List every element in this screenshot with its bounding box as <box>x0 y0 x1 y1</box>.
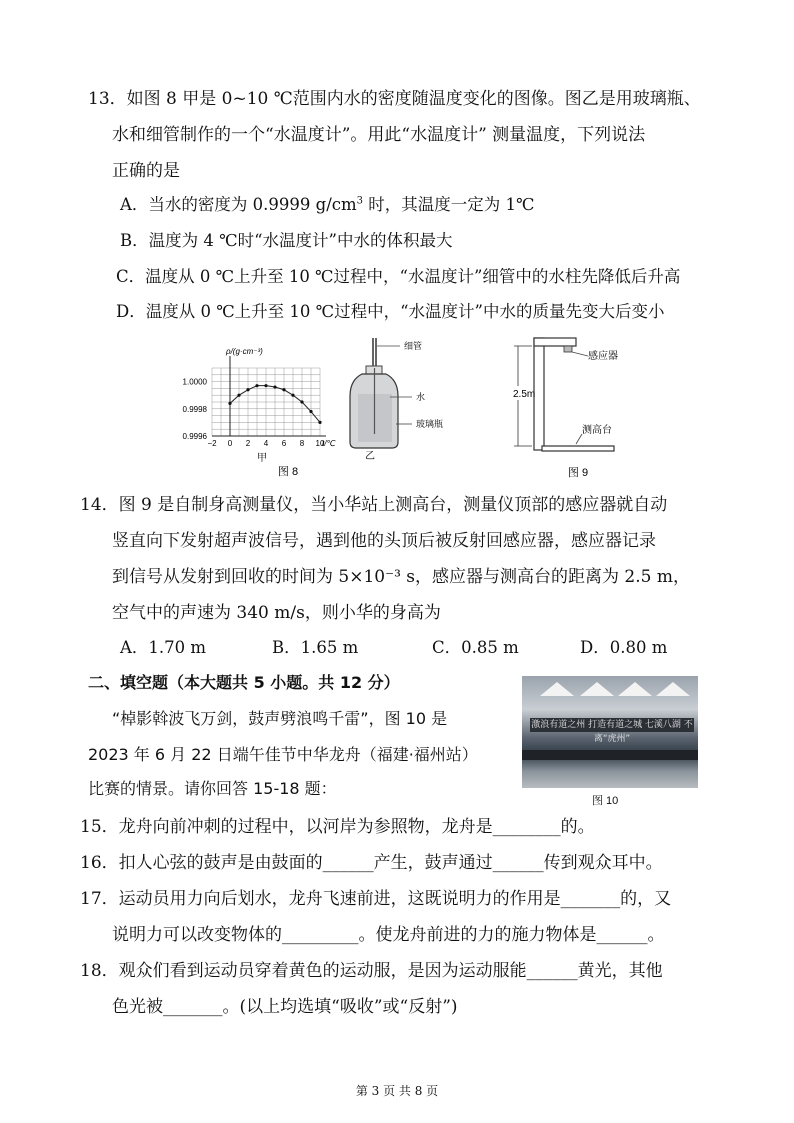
tent-shape <box>540 682 574 696</box>
q13-option-a-tail: 时，其温度一定为 1℃ <box>363 195 535 214</box>
density-chart <box>183 347 337 448</box>
x-tick-label: 8 <box>299 439 305 448</box>
data-point <box>291 394 294 397</box>
water-thermometer-bottle <box>350 338 398 448</box>
tent-shape <box>618 682 652 696</box>
data-point <box>237 394 240 397</box>
y-tick-label: 0.9996 <box>182 432 207 441</box>
section-2-title: 二、填空题（本大题共 5 小题。共 12 分） <box>88 673 400 692</box>
q16-text: 16．扣人心弦的鼓声是由鼓面的______产生，鼓声通过______传到观众耳中。 <box>80 853 663 873</box>
fig8-label-tube: 细管 <box>404 341 423 351</box>
tent-shape <box>656 682 690 696</box>
x-tick-label: 10 <box>315 439 325 448</box>
x-axis-label: t/℃ <box>322 439 336 448</box>
page-number: 第 3 页 共 8 页 <box>355 1084 439 1098</box>
q14-stem-line1: 14．图 9 是自制身高测量仪，当小华站上测高台，测量仪顶部的感应器就自动 <box>80 495 668 515</box>
q18-line1: 18．观众们看到运动员穿着黄色的运动服，是因为运动服能______黄光，其他 <box>80 961 663 981</box>
fig9-label-platform: 测高台 <box>582 425 612 436</box>
x-tick-label: 6 <box>281 439 287 448</box>
fig9-sensor-leader <box>572 352 588 356</box>
data-point <box>309 410 312 413</box>
fig9-label-height: 2.5m <box>513 389 536 400</box>
q14-stem-line2: 竖直向下发射超声波信号，遇到他的头顶后被反射回感应器，感应器记录 <box>112 531 656 551</box>
x-tick-label: −2 <box>207 439 217 448</box>
fig8-label-yi: 乙 <box>365 451 375 462</box>
q13-stem-line2: 水和细管制作的一个“水温度计”。用此“水温度计” 测量温度，下列说法 <box>112 125 646 145</box>
section-2-intro-line2: 2023 年 6 月 22 日端午佳节中华龙舟（福建·福州站） <box>88 745 478 764</box>
fig8-label-water: 水 <box>416 392 426 402</box>
fig10-caption: 图 10 <box>592 795 619 807</box>
y-tick-label: 0.9998 <box>182 404 207 414</box>
dragon-boat <box>522 750 698 760</box>
q14-stem-line3: 到信号从发射到回收的时间为 5×10⁻³ s，感应器与测高台的距离为 2.5 m， <box>112 567 690 587</box>
q13-option-a <box>120 191 534 215</box>
y-axis-label: ρ/(g·cm⁻³) <box>226 347 263 356</box>
figure-9 <box>512 336 622 478</box>
fig8-label-bottle: 玻璃瓶 <box>416 419 444 429</box>
q14-option-b: B．1.65 m <box>272 638 359 657</box>
x-tick-label: 2 <box>245 439 251 448</box>
q14-option-d: D．0.80 m <box>580 638 668 657</box>
section-2-intro-line1: “棹影斡波飞万剑，鼓声劈浪鸣千雷”，图 10 是 <box>112 709 448 728</box>
q18-line2: 色光被_______。(以上均选填“吸收”或“反射”) <box>112 997 458 1017</box>
figure-8 <box>182 338 510 478</box>
q13-option-a-text: A．当水的密度为 0.9999 g/cm <box>120 195 357 214</box>
data-point <box>282 388 285 391</box>
fig9-label-sensor: 感应器 <box>588 351 618 362</box>
q13-option-d: D．温度从 0 ℃上升至 10 ℃过程中，“水温度计”中水的质量先变大后变小 <box>116 302 665 321</box>
data-point <box>273 385 276 388</box>
q14-stem-line4: 空气中的声速为 340 m/s，则小华的身高为 <box>112 603 441 623</box>
sensor-box <box>564 346 572 352</box>
q17-line1: 17．运动员用力向后划水，龙舟飞速前进，这既说明力的作用是_______的，又 <box>80 889 672 909</box>
q13-stem-line1: 13．如图 8 甲是 0~10 ℃范围内水的密度随温度变化的图像。图乙是用玻璃瓶、 <box>88 89 701 109</box>
q13-option-c: C．温度从 0 ℃上升至 10 ℃过程中，“水温度计”细管中的水柱先降低后升高 <box>116 267 681 286</box>
x-tick-label: 0 <box>227 439 233 448</box>
q14-option-a: A．1.70 m <box>120 638 207 657</box>
fig8-caption: 图 8 <box>277 466 299 478</box>
data-point <box>228 402 231 405</box>
fig9-caption: 图 9 <box>567 467 589 479</box>
q13-option-b: B．温度为 4 ℃时“水温度计”中水的体积最大 <box>120 231 453 250</box>
data-point <box>264 384 267 387</box>
fig8-label-jia: 甲 <box>257 453 267 464</box>
section-2-intro-line3: 比赛的情景。请你回答 15-18 题： <box>88 779 337 798</box>
data-point <box>300 400 303 403</box>
photo-banner: 激浪有道之州 打造有道之城 七溪八湖 不离“虎州” <box>531 720 693 744</box>
measuring-platform <box>542 446 614 451</box>
q13-stem-line3: 正确的是 <box>112 161 180 181</box>
q13-option-a-superscript: 3 <box>356 195 364 207</box>
data-point <box>255 384 258 387</box>
tent-shape <box>580 682 614 696</box>
y-tick-label: 1.0000 <box>182 377 207 387</box>
x-tick-label: 4 <box>263 439 269 448</box>
data-point <box>318 421 321 424</box>
dragon-boat-photo <box>522 676 698 788</box>
q15-text: 15．龙舟向前冲刺的过程中，以河岸为参照物，龙舟是________的。 <box>80 817 595 837</box>
q17-line2: 说明力可以改变物体的_________。使龙舟前进的力的施力物体是______。 <box>112 925 665 945</box>
q14-option-c: C．0.85 m <box>432 638 519 657</box>
data-point <box>246 388 249 391</box>
